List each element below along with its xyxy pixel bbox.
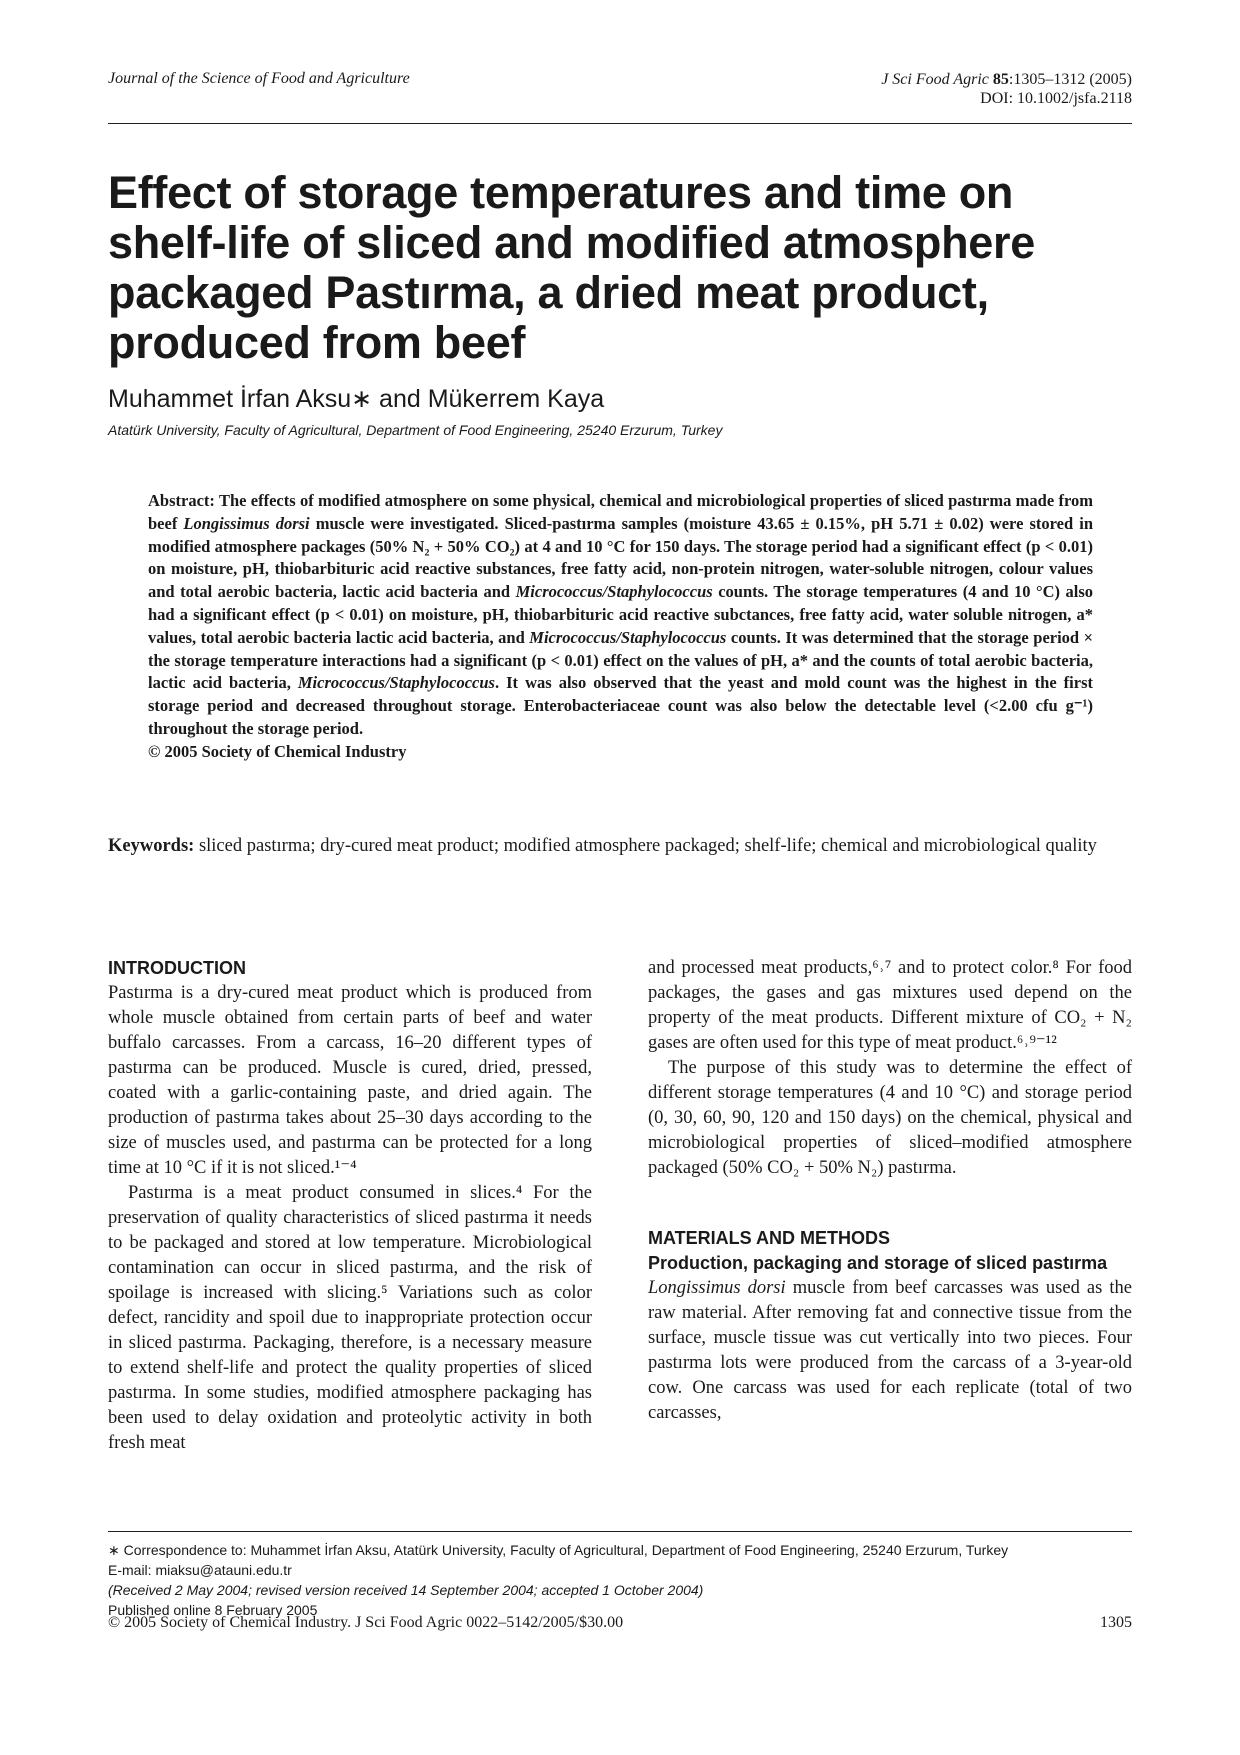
introduction-heading: INTRODUCTION bbox=[108, 958, 246, 978]
intro-paragraph-1: Pastırma is a dry-cured meat product which is produced from whole muscle obtained from certain parts of beef and water buffalo carcasses. From a carcass, 16–20 different types of pastırma can be produced. Muscle is cured, dried, pressed, coated with a garlic-containing paste, and dried again. The production of pastırma takes about 25–30 days according to the size of muscles used, and pastırma can be protected for a long time at 10 °C if it is not sliced.¹⁻⁴ bbox=[108, 983, 592, 1178]
published-note: Published online 8 February 2005 bbox=[108, 1602, 318, 1618]
abstract-text-3: counts. The storage temperatures (4 and 10 °C) also had a significant effect (p < 0.01) on moisture, pH, thiobarbituric acid reactive subctances, free fatty acid, water soluble nitrogen, a* values, total aerobic bacteria lactic acid bacteria, and bbox=[148, 582, 1094, 647]
citation-block bbox=[881, 70, 1132, 108]
abstract-micro-3: Micrococcus/Staphylococcus bbox=[297, 673, 495, 693]
citation-journal: J Sci Food Agric bbox=[881, 71, 989, 88]
received-note: (Received 2 May 2004; revised version received 14 September 2004; accepted 1 October 2004) bbox=[108, 1582, 704, 1598]
footnotes bbox=[108, 1540, 1132, 1620]
abstract-copyright: © 2005 Society of Chemical Industry bbox=[148, 741, 407, 761]
keywords-text: sliced pastırma; dry-cured meat product; modified atmosphere packaged; shelf-life; chemical and microbiological quality bbox=[198, 836, 1097, 856]
page-number: 1305 bbox=[1100, 1614, 1132, 1631]
abstract-text-2: muscle were investigated. Sliced-pastırma samples (moisture 43.65 ± 0.15%, pH 5.71 ± 0.02) were stored in modified atmosphere packages (50% N₂ + 50% CO₂) at 4 and 10 °C for 150 days. The storage period had a significant effect (p < 0.01) on moisture, pH, thiobarbituric acid reactive substances, free fatty acid, non-protein nitrogen, water-soluble nitrogen, colour values and total aerobic bacteria, lactic acid bacteria and bbox=[148, 513, 1094, 602]
citation-line bbox=[881, 70, 1132, 89]
intro-paragraph-2: Pastırma is a meat product consumed in slices.⁴ For the preservation of quality characteristics of sliced pastırma it needs to be packaged and stored at low temperature. Microbiological contamination can occur in sliced pastırma, and the risk of spoilage is increased with slicing.⁵ Variations such as color defect, rancidity and spoil due to inappropriate protection occur in sliced pastırma. Packaging, therefore, is a necessary measure to extend shelf-life and protect the quality properties of sliced pastırma. In some studies, modified atmosphere packaging has been used to delay oxidation and proteolytic activity in both fresh meat bbox=[108, 1183, 592, 1453]
citation-volume: 85 bbox=[992, 71, 1009, 88]
abstract-species: Longissimus dorsi bbox=[183, 513, 310, 533]
abstract-text-1: The effects of modified atmosphere on some physical, chemical and microbiological properties of sliced pastırma made from beef bbox=[148, 491, 1094, 533]
methods-paragraph-1 bbox=[648, 1276, 1132, 1426]
abstract-micro-1: Micrococcus/Staphylococcus bbox=[515, 582, 713, 602]
abstract-text-5: . It was also observed that the yeast and mold count was the highest in the first storage period and decreased throughout storage. Enterobacteriaceae count was also below the detectable level (<2.00 cfu g⁻¹) throughout the storage period. bbox=[148, 673, 1093, 738]
left-column bbox=[108, 956, 592, 1456]
intro-paragraph-4: The purpose of this study was to determine the effect of different storage temperatures (4 and 10 °C) and storage period (0, 30, 60, 90, 120 and 150 days) on the chemical, physical and microbiological properties of sliced–modified atmosphere packaged (50% CO₂ + 50% N₂) pastırma. bbox=[648, 1058, 1132, 1178]
running-header bbox=[108, 70, 1132, 124]
section-spacer bbox=[648, 1181, 1132, 1226]
abstract bbox=[148, 490, 1093, 764]
methods-text-1: muscle from beef carcasses was used as the raw material. After removing fat and connective tissue from the surface, muscle tissue was cut vertically into two pieces. Four pastırma lots were produced from the carcass of a 3-year-old cow. One carcass was used for each replicate (total of two carcasses, bbox=[648, 1278, 1132, 1423]
methods-species: Longissimus dorsi bbox=[648, 1278, 786, 1298]
doi: DOI: 10.1002/jsfa.2118 bbox=[980, 90, 1132, 107]
right-column bbox=[648, 956, 1132, 1426]
keywords-label: Keywords: bbox=[108, 836, 195, 856]
correspondence-note: ∗ Correspondence to: Muhammet İrfan Aksu, Atatürk University, Faculty of Agricultural, Department of Food Engineering, 25240 Erzurum, Turkey bbox=[108, 1542, 1009, 1558]
methods-subheading: Production, packaging and storage of sliced pastırma bbox=[648, 1253, 1108, 1273]
journal-name: Journal of the Science of Food and Agriculture bbox=[108, 70, 410, 87]
intro-paragraph-3: and processed meat products,⁶˒⁷ and to protect color.⁸ For food packages, the gases and gas mixtures used depend on the property of the meat products. Different mixture of CO₂ + N₂ gases are often used for this type of meat product.⁶˒⁹⁻¹² bbox=[648, 958, 1132, 1053]
abstract-text-4: counts. It was determined that the storage period × the storage temperature interactions had a significant (p < 0.01) effect on the values of pH, a* and the counts of total aerobic bacteria, lactic acid bacteria, bbox=[148, 627, 1094, 693]
keywords bbox=[108, 834, 1132, 859]
citation-pages: :1305–1312 (2005) bbox=[1008, 71, 1132, 88]
authors: Muhammet İrfan Aksu∗ and Mükerrem Kaya bbox=[108, 385, 605, 413]
methods-heading: MATERIALS AND METHODS bbox=[648, 1228, 890, 1248]
article-title: Effect of storage temperatures and time on shelf-life of sliced and modified atmosphere packaged Pastırma, a dried meat product, produced from beef bbox=[108, 167, 1035, 368]
footnote-divider bbox=[108, 1531, 1132, 1532]
footer-copyright: © 2005 Society of Chemical Industry. J Sci Food Agric 0022–5142/2005/$30.00 bbox=[108, 1614, 624, 1631]
abstract-micro-2: Micrococcus/Staphylococcus bbox=[529, 627, 727, 647]
email-note: E-mail: miaksu@atauni.edu.tr bbox=[108, 1562, 292, 1578]
affiliation: Atatürk University, Faculty of Agricultural, Department of Food Engineering, 25240 Erzurum, Turkey bbox=[108, 422, 723, 438]
abstract-label: Abstract: bbox=[148, 491, 215, 510]
